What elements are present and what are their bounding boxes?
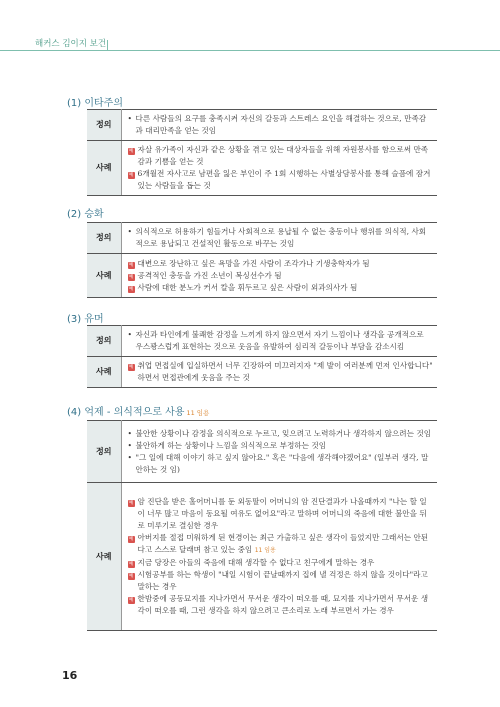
example-item: 예 공격적인 충동을 가진 소년이 복싱선수가 됨 <box>128 270 282 280</box>
example-mark-icon: 예 <box>128 285 134 292</box>
definition-item: • "그 일에 대해 이야기 하고 싶지 않아요." 혹은 "다음에 생각해야겠어요" (일부러 생각, 말 안하는 것 임) <box>127 452 429 474</box>
definition-item: • 불안하게 하는 상황이나 느낌을 의식적으로 부정하는 것임 <box>127 440 327 450</box>
exam-note: 11 임용 <box>254 547 276 554</box>
definition-table-altruism <box>87 109 437 196</box>
example-mark-icon: 예 <box>128 172 134 178</box>
example-label: 사례 <box>87 141 121 196</box>
example-item: 예 6개월전 자사고로 남편을 잃은 부인이 주 1회 시행하는 사별상담봉사를 통해 슬픔에 잠겨 있는 사람들을 돕는 것 <box>128 169 431 190</box>
definition-label: 정의 <box>87 421 121 483</box>
running-header-title: 해커스 김이지 보건 <box>35 39 107 49</box>
section-heading-suppression <box>67 403 209 418</box>
section-heading-sub: - 의식적으로 사용 <box>103 407 185 418</box>
header-rule <box>0 50 500 51</box>
definition-cell <box>121 421 437 483</box>
definition-cell <box>121 326 437 357</box>
definition-table-humor <box>87 325 437 388</box>
example-item: 예 암 진단을 받은 홀어머니를 둔 외동딸이 어머니의 암 진단결과가 나올때까지 "나는 할 일이 너무 많고 마음이 동요될 여유도 없어요"라고 말하며 어머니의 죽음에 대한 불안을 뒤로 미루기로 결심한 경우 <box>128 497 427 530</box>
example-mark-icon: 예 <box>128 500 134 506</box>
section-heading-altruism: (1) 이타주의 <box>67 98 123 109</box>
example-item: 예 사람에 대한 분노가 커서 칼을 휘두르고 싶은 사람이 외과의사가 됨 <box>128 282 358 292</box>
example-label: 사례 <box>87 483 121 631</box>
definition-table-sublimation <box>87 222 437 298</box>
definition-label: 정의 <box>87 110 121 141</box>
example-item: 예 시험공부를 하는 학생이 "내일 시험이 끝날때까지 집에 낼 걱정은 하지 않을 것이다"라고 말하는 경우 <box>128 570 428 591</box>
example-label: 사례 <box>87 254 121 298</box>
example-item: 예 취업 면접실에 입실하면서 너무 긴장하여 미끄러지자 "제 발이 여러분께 먼저 인사합니다" 하면서 면접관에게 웃음을 주는 것 <box>128 361 433 382</box>
definition-label: 정의 <box>87 326 121 357</box>
example-mark-icon: 예 <box>128 536 134 542</box>
example-label: 사례 <box>87 357 121 388</box>
example-mark-icon: 예 <box>128 573 134 579</box>
definition-item: • 자신과 타인에게 불쾌한 감정을 느끼게 하지 않으면서 자기 느낌이나 생각을 공개적으로 우스꽝스럽게 표현하는 것으로 웃음을 유발하여 심리적 갈등이나 부담을 감소시킴 <box>127 330 424 351</box>
example-mark-icon: 예 <box>128 597 134 603</box>
definition-cell <box>121 223 437 254</box>
example-item: 예 대변으로 장난하고 싶은 욕망을 가진 사람이 조각가나 기생충학자가 됨 <box>128 258 370 268</box>
page-number: 16 <box>62 669 78 682</box>
example-mark-icon: 예 <box>128 261 134 268</box>
example-item: 예 지금 당장은 아들의 죽음에 대해 생각할 수 없다고 친구에게 말하는 경우 <box>128 558 375 567</box>
example-cell <box>121 254 437 298</box>
section-heading-sublimation: (2) 승화 <box>67 209 104 220</box>
definition-label: 정의 <box>87 223 121 254</box>
example-mark-icon: 예 <box>128 273 134 280</box>
definition-item: • 불안한 상황이나 감정을 의식적으로 누르고, 잊으려고 노력하거나 생각하지 않으려는 것임 <box>127 428 432 438</box>
example-cell <box>121 483 437 631</box>
definition-item: • 의식적으로 허용하기 힘들거나 사회적으로 용납될 수 없는 충동이나 행위를 의식적, 사회적으로 용납되고 건설적인 활동으로 바꾸는 것임 <box>127 227 427 248</box>
example-cell <box>121 141 437 196</box>
example-item: 예 자살 유가족이 자신과 같은 상황을 겪고 있는 대상자들을 위해 자원봉사를 함으로써 만족감과 기쁨을 얻는 것 <box>128 145 429 166</box>
example-mark-icon: 예 <box>128 561 134 567</box>
example-mark-icon: 예 <box>128 364 134 370</box>
definition-table-suppression <box>87 420 437 631</box>
example-mark-icon: 예 <box>128 148 134 154</box>
section-heading-text: (4) 억제 <box>67 407 104 418</box>
header-divider <box>107 40 108 50</box>
example-item: 예 아버지를 절접 미워하게 된 현경이는 최근 가출하고 싶은 생각이 들었지만 그래서는 안된다고 스스로 달래며 참고 있는 중임 11 임용 <box>128 533 429 554</box>
exam-note: 11 임용 <box>186 409 210 417</box>
section-heading-humor: (3) 유머 <box>67 314 104 325</box>
definition-item: • 다른 사람들의 요구를 충족시켜 자신의 갈등과 스트레스 요인을 해결하는 것으로, 만족감과 대리만족을 얻는 것임 <box>127 114 427 135</box>
example-item: 예 한밤중에 공동묘지를 지나가면서 무서운 생각이 떠오를 때, 묘지를 지나가면서 무서운 생각이 떠오를 때, 그런 생각을 하지 않으려고 큰소리로 노래 부르면서 가는 경우 <box>128 594 429 615</box>
definition-cell <box>121 110 437 141</box>
example-cell <box>121 357 437 388</box>
